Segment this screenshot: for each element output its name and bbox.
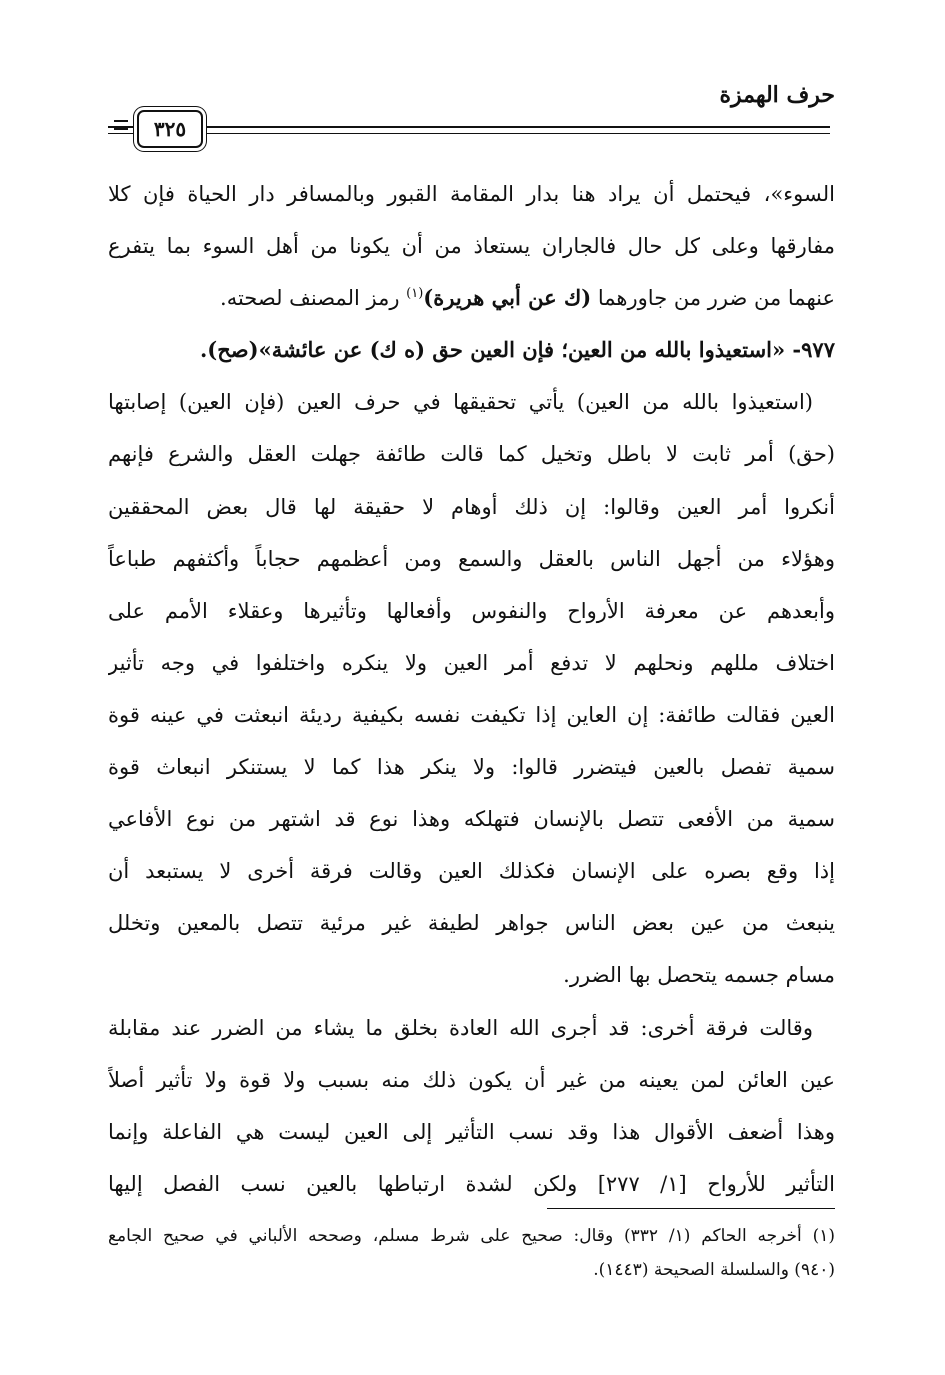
footnote-line-2: (٩٤٠) والسلسلة الصحيحة (١٤٤٣).: [593, 1260, 835, 1280]
line-3-prefix: عنهما من ضرر من جاورهما: [591, 286, 835, 311]
footnote-rule: [547, 1208, 835, 1209]
hadith-source-reference: (ك عن أبي هريرة): [423, 285, 592, 311]
text-line-5: (استعيذوا بالله من العين) يأتي تحقيقها في حرف العين (فإن العين) إصابتها: [108, 390, 813, 415]
header-rule: [108, 126, 830, 134]
text-line-16: مسام جسمه يتحصل بها الضرر.: [563, 963, 835, 988]
text-line-15: ينبعث من عين بعض الناس جواهر لطيفة غير مرئية تتصل بالمعين وتخلل: [108, 911, 835, 936]
text-line-11: العين فقالت طائفة: إن العاين إذا تكيفت نفسه بكيفية رديئة انبعثت في عينه قوة: [108, 702, 835, 727]
text-line-14: إذا وقع بصره على الإنسان فكذلك العين وقالت فرقة أخرى لا يستبعد أن: [108, 859, 835, 884]
text-line-1: السوء»، فيحتمل أن يراد هنا بدار المقامة القبور وبالمسافر دار الحياة فإن كلا: [108, 182, 835, 206]
text-line-7: أنكروا أمر العين وقالوا: إن ذلك أوهام لا حقيقة لها قال بعض المحققين: [108, 494, 835, 519]
hadith-heading: ٩٧٧- «استعيذوا بالله من العين؛ فإن العين حق (ه ك) عن عائشة»(صح).: [200, 337, 835, 363]
text-line-19: وهذا أضعف الأقوال هذا وقد نسب التأثير إلى العين ليست هي الفاعلة وإنما: [108, 1119, 835, 1144]
page-number-ornament: [114, 120, 128, 130]
page-number: ٣٢٥: [137, 110, 203, 148]
text-line-13: سمية من الأفعى تتصل بالإنسان فتهلكه وهذا نوع قد اشتهر من نوع الأفاعي: [108, 807, 835, 832]
text-line-10: اختلاف مللهم ونحلهم لا تدفع أمر العين ولا ينكره واختلفوا في وجه تأثير: [108, 650, 835, 675]
text-line-17: وقالت فرقة أخرى: قد أجرى الله العادة بخلق ما يشاء من الضرر عند مقابلة: [108, 1015, 813, 1040]
text-line-2: مفارقها وعلى كل حال فالجاران يستعاذ من أن يكونا من أهل السوء بما يتفرع: [108, 234, 835, 259]
footnote-marker: (١): [406, 286, 424, 302]
footnote-line-1: (١) أخرجه الحاكم (١/ ٣٣٢) وقال: صحيح على شرط مسلم، وصححه الألباني في صحيح الجامع: [108, 1226, 835, 1246]
line-3-suffix: رمز المصنف لصحته.: [220, 286, 400, 311]
text-line-20: التأثير للأرواح [١/ ٢٧٧] ولكن لشدة ارتباطها بالعين نسب الفصل إليها: [108, 1171, 835, 1196]
text-line-18: عين العائن لمن يعينه من غير أن يكون ذلك منه بسبب ولا قوة ولا تأثير أصلاً: [108, 1067, 835, 1092]
text-line-6: (حق) أمر ثابت لا باطل وتخيل كما قالت طائفة جهلت العقل والشرع فإنهم: [108, 442, 835, 467]
text-line-12: سمية تفصل بالعين فيتضرر قالوا: ولا ينكر هذا كما لا يستنكر انبعاث قوة: [108, 755, 835, 780]
text-line-9: وأبعدهم عن معرفة الأرواح والنفوس وأفعالها وتأثيرها وعقلاء الأمم على: [108, 598, 835, 623]
body-text: [108, 168, 835, 1210]
text-line-3: [108, 272, 835, 324]
text-line-8: وهؤلاء من أجهل الناس بالعقل والسمع ومن أعظمهم حجاباً وأكثفهم طباعاً: [108, 546, 835, 571]
footnotes: [108, 1219, 835, 1287]
running-title: حرف الهمزة: [719, 82, 835, 108]
